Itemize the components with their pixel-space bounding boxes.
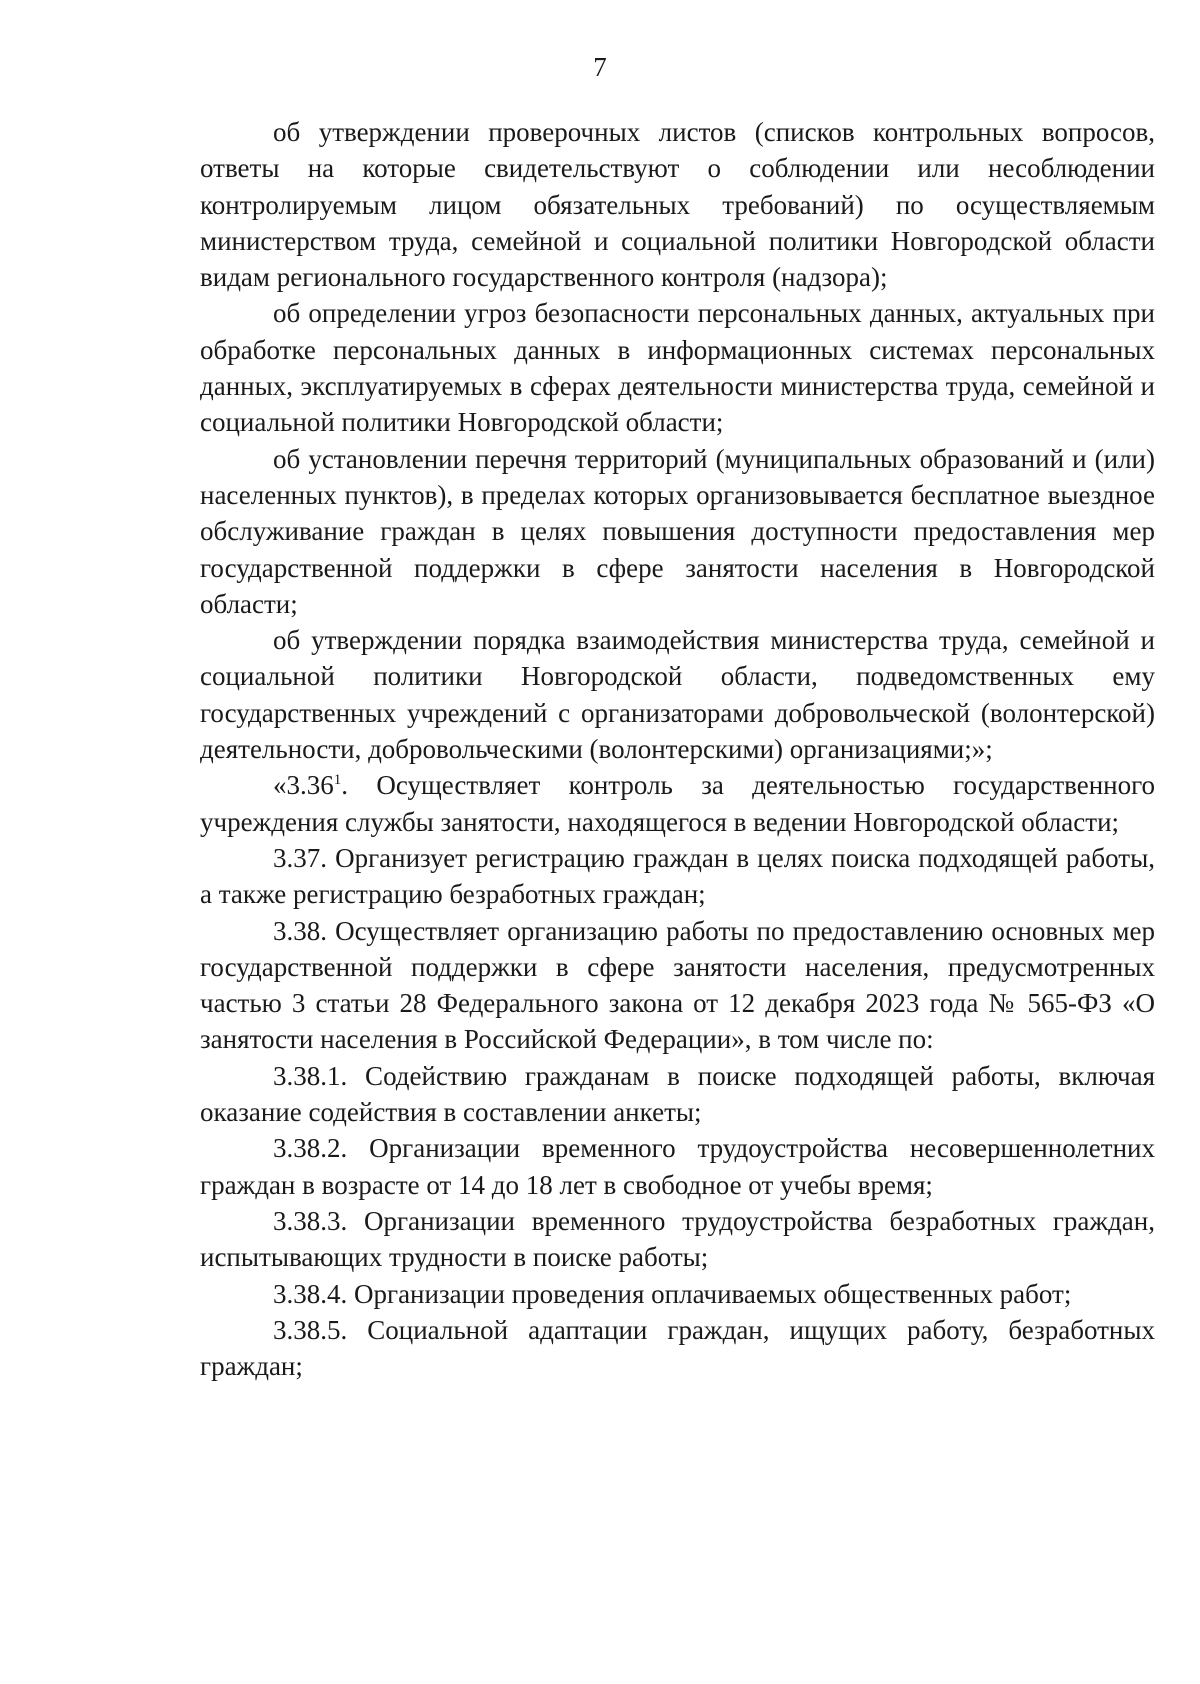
paragraph-volunteer-interaction: об утверждении порядка взаимодействия министерства труда, семейной и социальной политики Новгородской области, подведомственных ему государственных учреждений с организаторами добровольческой (волонтерской) деятельности, добровольческими (волонтерскими) организациями;»; (200, 625, 1155, 765)
document-body (200, 114, 1155, 1384)
paragraph-personal-data-threats: об определении угроз безопасности персональных данных, актуальных при обработке персональных данных в информационных системах персональных данных, эксплуатируемых в сферах деятельности министерства труда, семейной и социальной политики Новгородской области; (200, 298, 1155, 438)
paragraph-3-38-2: 3.38.2. Организации временного трудоустройства несовершеннолетних граждан в возрасте от 14 до 18 лет в свободное от учебы время; (200, 1133, 1155, 1200)
page-number: 7 (593, 52, 607, 82)
paragraph-3-38-5: 3.38.5. Социальной адаптации граждан, ищущих работу, безработных граждан; (200, 1314, 1155, 1382)
paragraph-3-38-1: 3.38.1. Содействию гражданам в поиске подходящей работы, включая оказание содействия в составлении анкеты; (200, 1060, 1155, 1128)
paragraph-3-38-4: 3.38.4. Организации проведения оплачиваемых общественных работ; (273, 1278, 1072, 1309)
paragraph-checklists: об утверждении проверочных листов (списков контрольных вопросов, ответы на которые свидетельствуют о соблюдении или несоблюдении контролируемым лицом обязательных требований) по осуществляемым министерством труда, семейной и социальной политики Новгородской области видам регионального государственного контроля (надзора); (200, 117, 1155, 293)
paragraph-3-36-1 (200, 767, 1155, 840)
paragraph-3-38-3: 3.38.3. Организации временного трудоустройства безработных граждан, испытывающих трудности в поиске работы; (200, 1205, 1155, 1273)
paragraph-territories-list: об установлении перечня территорий (муниципальных образований и (или) населенных пунктов), в пределах которых организовывается бесплатное выездное обслуживание граждан в целях повышения доступности предоставления мер государственной поддержки в сфере занятости населения в Новгородской области; (200, 443, 1155, 619)
clause-superscript: 1 (333, 772, 342, 789)
clause-text: . Осуществляет контроль за деятельностью государственного учреждения службы занятости, находящегося в ведении Новгородской области; (200, 770, 1155, 837)
paragraph-3-38: 3.38. Осуществляет организацию работы по предоставлению основных мер государственной поддержки в сфере занятости населения, предусмотренных частью 3 статьи 28 Федерального закона от 12 декабря 2023 года № 565-ФЗ «О занятости населения в Российской Федерации», в том числе по: (200, 915, 1155, 1055)
clause-number: «3.36 (273, 770, 334, 801)
paragraph-3-37: 3.37. Организует регистрацию граждан в целях поиска подходящей работы, а также регистрацию безработных граждан; (200, 842, 1155, 910)
